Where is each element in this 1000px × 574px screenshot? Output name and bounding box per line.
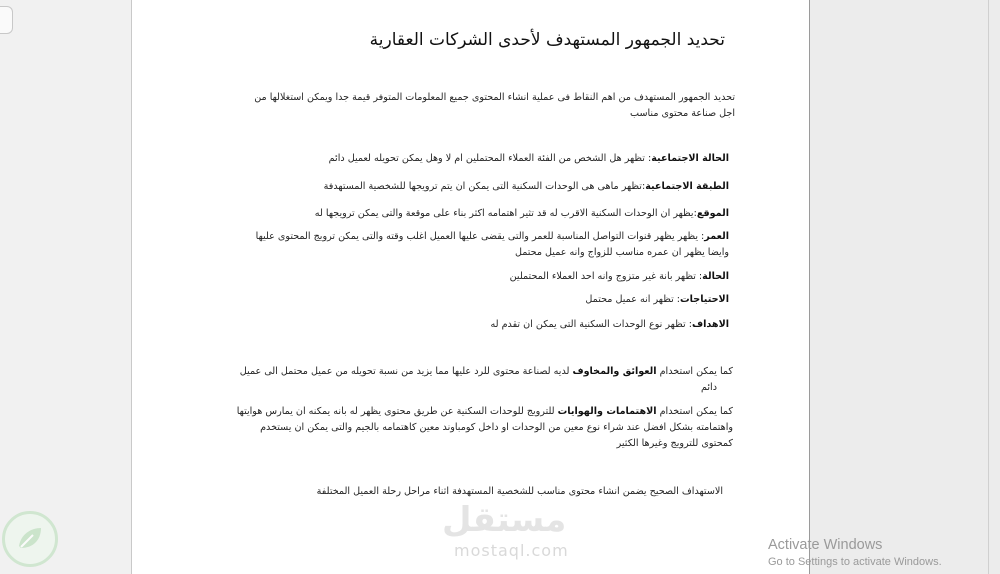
item-text: : تظهر انه عميل محتمل <box>585 294 681 305</box>
item-location <box>315 206 729 222</box>
paragraph-obstacles <box>240 364 733 380</box>
item-label: الحالة <box>702 271 729 282</box>
item-age-line-2: وايضا يظهر ان عمره مناسب للزواج وانه عميل محتمل <box>514 247 729 258</box>
watermark-latin: mostaql.com <box>454 541 569 560</box>
item-label: الموقع <box>696 208 729 219</box>
intro-line-1: تحديد الجمهور المستهدف من اهم النقاط فى عملية انشاء المحتوى جميع المعلومات المتوفر قيمة جدا ويمكن استغلالها من <box>254 92 735 103</box>
item-text: : تظهر بانة غير متزوج وانه احد العملاء المحتملين <box>509 271 703 282</box>
item-text: : تظهر هل الشخص من الفئة العملاء المحتملين ام لا وهل يمكن تحويله لعميل دائم <box>328 153 652 164</box>
item-social-status <box>329 151 729 167</box>
right-gutter <box>810 0 1000 574</box>
item-text: : يظهر يظهر قنوات التواصل المناسبة للعمر والتى يقضى عليها العميل اغلب وقته والتى يمكن ترويج المحتوى عليها <box>255 231 705 242</box>
item-social-class <box>324 179 729 195</box>
item-needs <box>585 292 729 308</box>
item-text: :يظهر ان الوحدات السكنية الاقرب له قد تثير اهتمامه اكثر بناء على موقعة والتى يمكن ترويجها له <box>314 208 697 219</box>
activate-windows-subtitle[interactable]: Go to Settings to activate Windows. <box>768 556 942 568</box>
paragraph-interests-line-3: كمحتوى للترويج وغيرها الكثير <box>616 438 733 449</box>
paragraph-obstacles-line-2: دائم <box>701 382 717 393</box>
para-prefix: كما يمكن استخدام <box>656 406 733 417</box>
sidebar-toggle-tab[interactable] <box>0 6 13 34</box>
item-label: الطبقة الاجتماعية <box>645 181 729 192</box>
item-label: الاهداف <box>691 319 729 330</box>
para-suffix: لديه لصناعة محتوى للرد عليها مما يزيد من نسبة تحويله من عميل محتمل الى عميل <box>239 366 573 377</box>
item-label: العمر <box>704 231 729 242</box>
activate-windows-title: Activate Windows <box>768 537 883 553</box>
watermark-logo <box>2 511 58 567</box>
document-title: تحديد الجمهور المستهدف لأحدى الشركات العقارية <box>369 30 725 50</box>
item-age <box>256 229 729 245</box>
paragraph-interests-line-2: واهتمامته بشكل افضل عند شراء نوع معين من الوحدات او داخل كومباوند معين كاهتمامه بالجيم والتى يمكن ان يستخدم <box>260 422 733 433</box>
watermark-arabic: مستقل <box>442 500 567 540</box>
intro-line-2: اجل صناعة محتوى مناسب <box>630 108 735 119</box>
item-text: :تظهر ماهى هى الوحدات السكنية التى يمكن ان يتم ترويجها للشخصية المستهدفة <box>323 181 646 192</box>
para-suffix: للترويج للوحدات السكنية عن طريق محتوى يظهر له بانه يمكنه ان يمارس هوايتها <box>236 406 558 417</box>
para-prefix: كما يمكن استخدام <box>656 366 733 377</box>
para-bold: العوائق والمخاوف <box>572 366 657 377</box>
scrollbar-edge[interactable] <box>988 0 989 574</box>
para-bold: الاهتمامات والهوايات <box>557 406 657 417</box>
leaf-icon <box>15 524 45 554</box>
item-label: الاحتياجات <box>680 294 729 305</box>
item-goals <box>490 317 729 333</box>
conclusion: الاستهداف الصحيح يضمن انشاء محتوى مناسب للشخصية المستهدفة اثناء مراحل رحلة العميل المختلفة <box>316 486 723 497</box>
paragraph-interests <box>237 404 733 420</box>
left-gutter <box>0 0 131 574</box>
document-page[interactable] <box>131 0 810 574</box>
item-text: : تظهر نوع الوحدات السكنية التى يمكن ان تقدم له <box>490 319 692 330</box>
item-status <box>510 269 729 285</box>
item-label: الحالة الاجتماعية <box>651 153 729 164</box>
